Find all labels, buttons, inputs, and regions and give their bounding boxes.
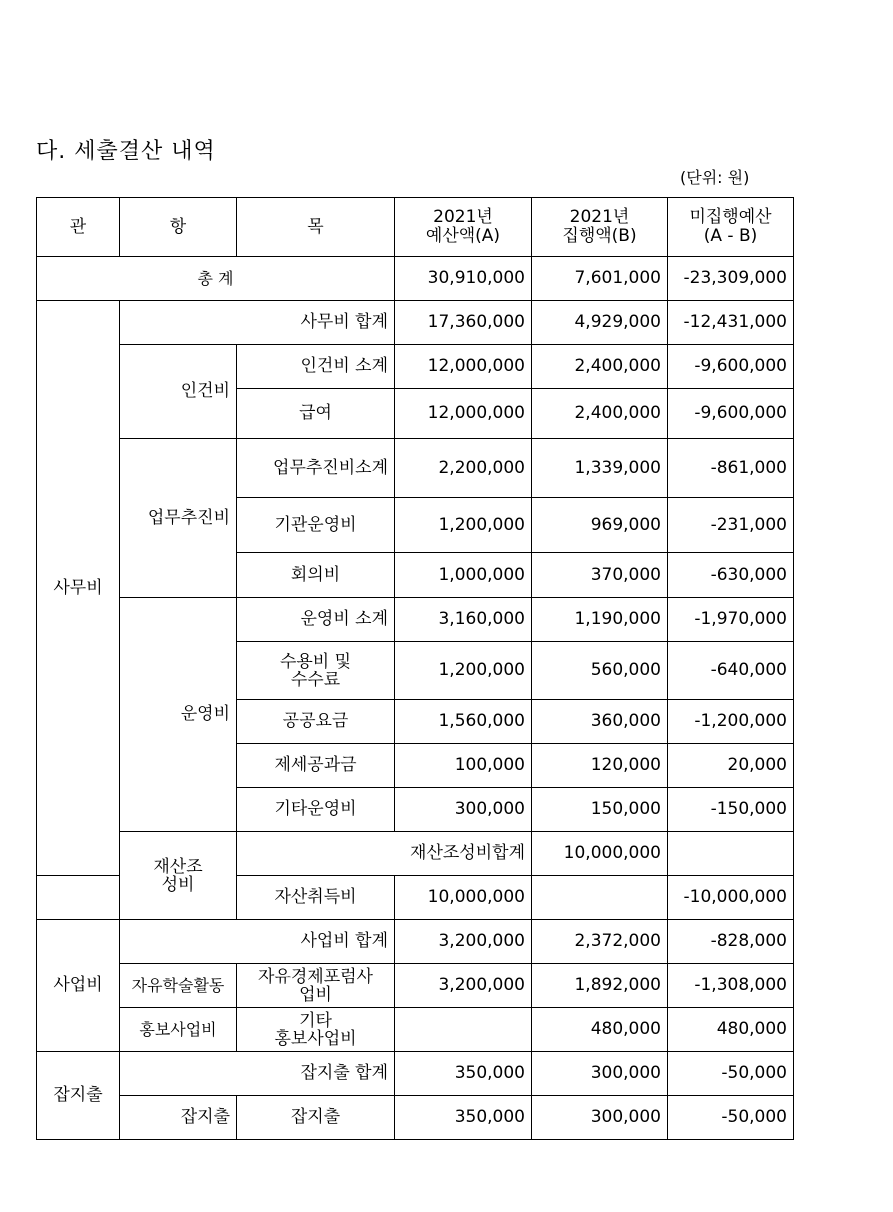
gwan-misc: 잡지출: [37, 1052, 120, 1140]
gwan-asset: 재산조 성비: [120, 832, 237, 920]
office-sum-budget: 17,360,000: [395, 301, 532, 345]
meeting-exec: 370,000: [532, 553, 668, 598]
pr-diff: 480,000: [668, 1008, 794, 1052]
hang-free: 자유학술활동: [120, 964, 237, 1008]
office-sum-diff: -12,431,000: [668, 301, 794, 345]
acquire-label: 자산취득비: [237, 876, 395, 920]
free-budget: 3,200,000: [395, 964, 532, 1008]
utilities-diff: -1,200,000: [668, 700, 794, 744]
misc-sum-budget: 350,000: [395, 1052, 532, 1096]
other-op-label: 기타운영비: [237, 788, 395, 832]
agency-exec: 969,000: [532, 498, 668, 553]
total-label: 총 계: [37, 257, 395, 301]
utilities-exec: 360,000: [532, 700, 668, 744]
gwan-office: 사무비: [37, 301, 120, 876]
unit-label: (단위: 원): [680, 168, 750, 187]
taxes-exec: 120,000: [532, 744, 668, 788]
table-row: [37, 1008, 794, 1052]
misc-item-diff: -50,000: [668, 1096, 794, 1140]
table-row: [37, 301, 794, 345]
total-budget: 30,910,000: [395, 257, 532, 301]
utilities-label: 공공요금: [237, 700, 395, 744]
project-sum-budget: 3,200,000: [395, 920, 532, 964]
total-diff: -23,309,000: [668, 257, 794, 301]
supplies-exec: 560,000: [532, 642, 668, 700]
salary-diff: -9,600,000: [668, 389, 794, 439]
expenditure-table: [36, 197, 794, 1140]
free-diff: -1,308,000: [668, 964, 794, 1008]
pr-exec: 480,000: [532, 1008, 668, 1052]
acquire-budget: 10,000,000: [395, 876, 532, 920]
header-hang: 항: [120, 198, 237, 257]
asset-sum-label: 재산조성비합계: [237, 832, 532, 876]
other-op-exec: 150,000: [532, 788, 668, 832]
gwan-project: 사업비: [37, 920, 120, 1052]
agency-budget: 1,200,000: [395, 498, 532, 553]
header-budget: 2021년 예산액(A): [395, 198, 532, 257]
table-row: [37, 439, 794, 498]
table-row: [37, 345, 794, 389]
salary-exec: 2,400,000: [532, 389, 668, 439]
table-row: [37, 832, 794, 876]
asset-hang-empty: [37, 876, 120, 920]
office-sum-label: 사무비 합계: [120, 301, 395, 345]
business-sub-label: 업무추진비소계: [237, 439, 395, 498]
misc-item-budget: 350,000: [395, 1096, 532, 1140]
personnel-sub-diff: -9,600,000: [668, 345, 794, 389]
header-row: [37, 198, 794, 257]
pr-budget: [395, 1008, 532, 1052]
meeting-diff: -630,000: [668, 553, 794, 598]
acquire-exec: [532, 876, 668, 920]
header-mok: 목: [237, 198, 395, 257]
supplies-diff: -640,000: [668, 642, 794, 700]
misc-sum-exec: 300,000: [532, 1052, 668, 1096]
misc-item-exec: 300,000: [532, 1096, 668, 1140]
table-row: [37, 1052, 794, 1096]
hang-business: 업무추진비: [120, 439, 237, 598]
business-sub-diff: -861,000: [668, 439, 794, 498]
misc-sum-label: 잡지출 합계: [120, 1052, 395, 1096]
hang-misc: 잡지출: [120, 1096, 237, 1140]
operation-sub-budget: 3,160,000: [395, 598, 532, 642]
taxes-label: 제세공과금: [237, 744, 395, 788]
misc-sum-diff: -50,000: [668, 1052, 794, 1096]
free-label: 자유경제포럼사 업비: [237, 964, 395, 1008]
agency-diff: -231,000: [668, 498, 794, 553]
taxes-budget: 100,000: [395, 744, 532, 788]
office-sum-exec: 4,929,000: [532, 301, 668, 345]
agency-label: 기관운영비: [237, 498, 395, 553]
hang-personnel: 인건비: [120, 345, 237, 439]
header-exec: 2021년 집행액(B): [532, 198, 668, 257]
salary-budget: 12,000,000: [395, 389, 532, 439]
personnel-sub-exec: 2,400,000: [532, 345, 668, 389]
total-row: [37, 257, 794, 301]
operation-sub-diff: -1,970,000: [668, 598, 794, 642]
section-title: 다. 세출결산 내역: [36, 139, 216, 164]
salary-label: 급여: [237, 389, 395, 439]
pr-label: 기타 홍보사업비: [237, 1008, 395, 1052]
taxes-diff: 20,000: [668, 744, 794, 788]
free-exec: 1,892,000: [532, 964, 668, 1008]
utilities-budget: 1,560,000: [395, 700, 532, 744]
project-sum-exec: 2,372,000: [532, 920, 668, 964]
hang-pr: 홍보사업비: [120, 1008, 237, 1052]
personnel-sub-label: 인건비 소계: [237, 345, 395, 389]
header-gwan: 관: [37, 198, 120, 257]
operation-sub-exec: 1,190,000: [532, 598, 668, 642]
other-op-budget: 300,000: [395, 788, 532, 832]
meeting-budget: 1,000,000: [395, 553, 532, 598]
table-row: [37, 920, 794, 964]
hang-operation: 운영비: [120, 598, 237, 832]
personnel-sub-budget: 12,000,000: [395, 345, 532, 389]
total-exec: 7,601,000: [532, 257, 668, 301]
meeting-label: 회의비: [237, 553, 395, 598]
supplies-budget: 1,200,000: [395, 642, 532, 700]
supplies-label: 수용비 및 수수료: [237, 642, 395, 700]
table-row: [37, 964, 794, 1008]
table-row: [37, 598, 794, 642]
business-sub-exec: 1,339,000: [532, 439, 668, 498]
business-sub-budget: 2,200,000: [395, 439, 532, 498]
table-row: [37, 1096, 794, 1140]
acquire-diff: -10,000,000: [668, 876, 794, 920]
asset-sum-budget: 10,000,000: [532, 832, 668, 876]
misc-item-label: 잡지출: [237, 1096, 395, 1140]
other-op-diff: -150,000: [668, 788, 794, 832]
project-sum-diff: -828,000: [668, 920, 794, 964]
header-diff: 미집행예산 (A - B): [668, 198, 794, 257]
project-sum-label: 사업비 합계: [120, 920, 395, 964]
operation-sub-label: 운영비 소계: [237, 598, 395, 642]
asset-sum-exec: [668, 832, 794, 876]
